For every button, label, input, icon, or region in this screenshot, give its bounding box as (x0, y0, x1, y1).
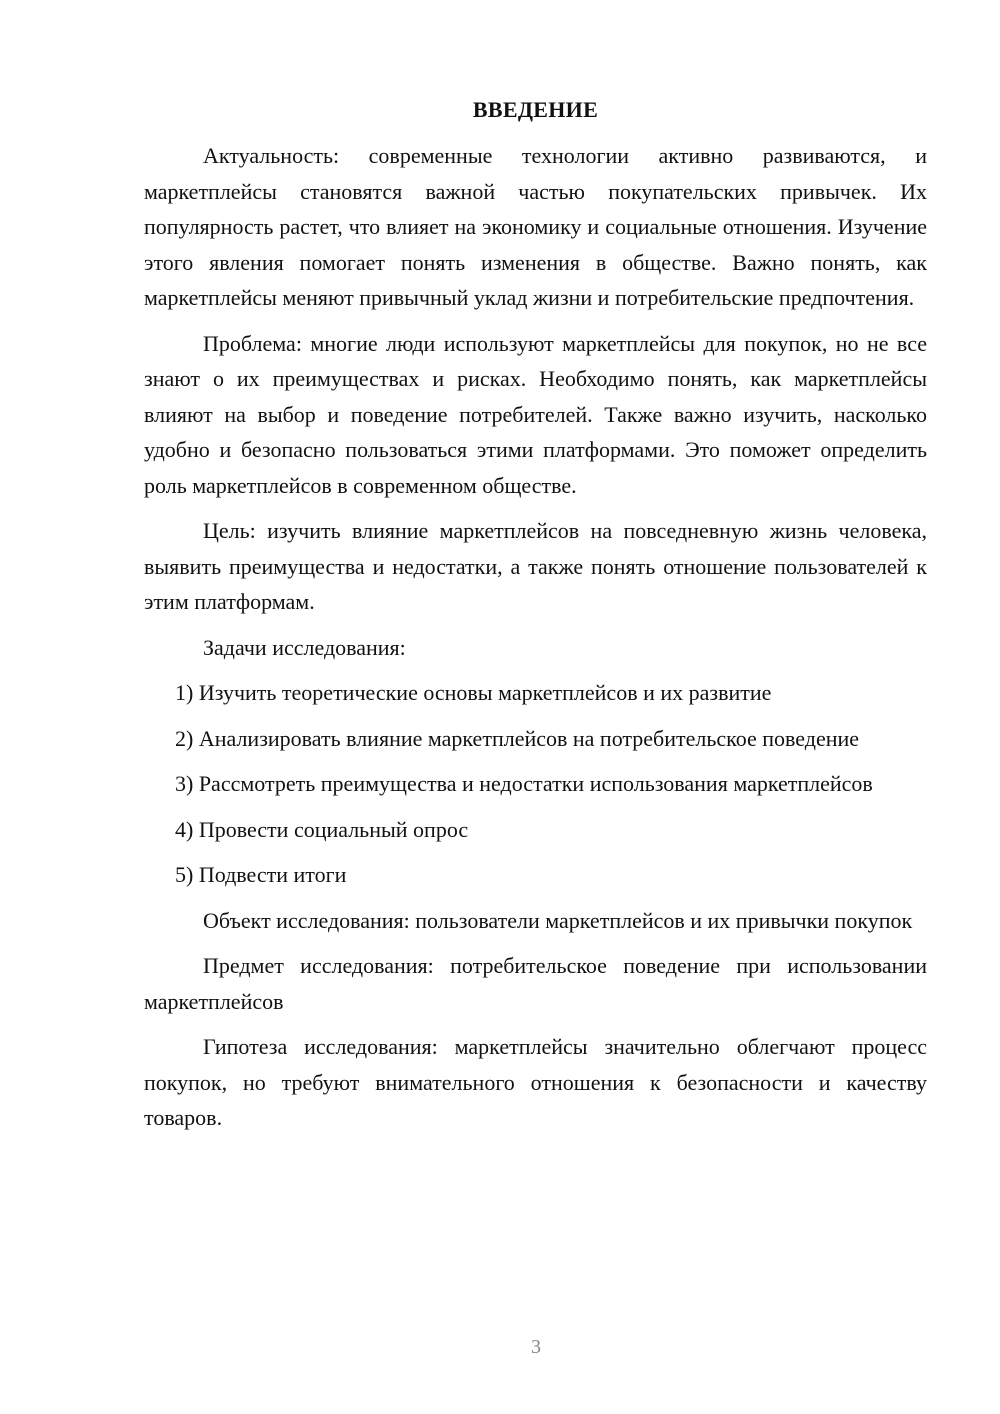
paragraph-problem: Проблема: многие люди используют маркетплейсы для покупок, но не все знают о их преимуществах и рисках. Необходимо понять, как маркетплейсы влияют на выбор и поведение потребителей. Также важно изучить, насколько удобно и безопасно пользоваться этими платформами. Это поможет определить роль маркетплейсов в современном обществе. (144, 330, 927, 498)
task-item-4: 4) Провести социальный опрос (175, 816, 469, 842)
section-title: ВВЕДЕНИЕ (472, 97, 599, 122)
task-item-5: 5) Подвести итоги (175, 862, 347, 887)
page-number: 3 (531, 1336, 541, 1358)
tasks-heading: Задачи исследования: (203, 634, 406, 660)
paragraph-object: Объект исследования: пользователи маркетплейсов и их привычки покупок (203, 907, 913, 933)
document-body (144, 92, 927, 1136)
paragraph-goal: Цель: изучить влияние маркетплейсов на повседневную жизнь человека, выявить преимущества и недостатки, а также понять отношение пользователей к этим платформам. (144, 518, 927, 614)
task-item-2: 2) Анализировать влияние маркетплейсов на потребительское поведение (175, 725, 860, 751)
paragraph-subject: Предмет исследования: потребительское поведение при использовании маркетплейсов (144, 953, 927, 1014)
paragraph-hypothesis: Гипотеза исследования: маркетплейсы значительно облегчают процесс покупок, но требуют внимательного отношения к безопасности и качеству товаров. (144, 1034, 927, 1130)
paragraph-relevance: Актуальность: современные технологии активно развиваются, и маркетплейсы становятся важной частью покупательских привычек. Их популярность растет, что влияет на экономику и социальные отношения. Изучение этого явления помогает понять изменения в обществе. Важно понять, как маркетплейсы меняют привычный уклад жизни и потребительские предпочтения. (144, 143, 927, 310)
task-item-3: 3) Рассмотреть преимущества и недостатки использования маркетплейсов (175, 771, 873, 796)
task-item-1: 1) Изучить теоретические основы маркетплейсов и их развитие (175, 680, 772, 705)
